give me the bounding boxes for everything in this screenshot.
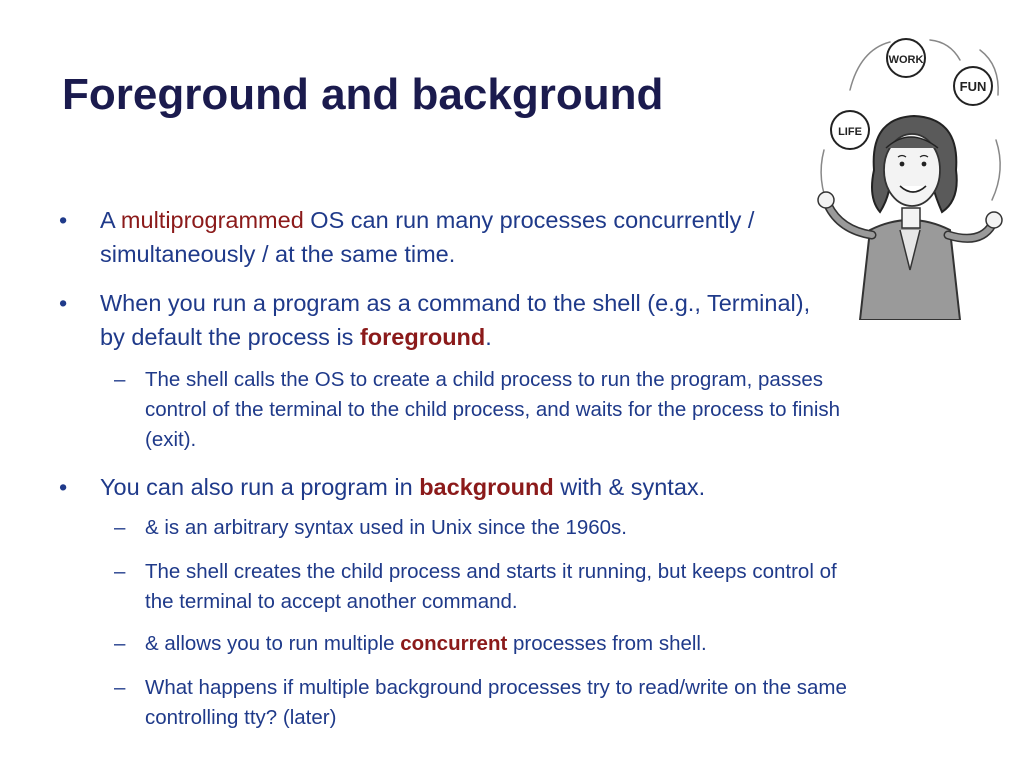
dash-icon: – [114,632,126,655]
bullet-text: . [485,324,492,350]
ball-label: FUN [959,79,987,94]
juggler-illustration [810,30,1010,320]
sub-bullet-text: & allows you to run multiple [145,632,401,655]
dash-icon: – [114,516,126,539]
bullet-icon: • [59,290,68,316]
dash-icon: – [114,368,126,391]
bullet-icon: • [59,207,68,233]
sub-bullet-text: The shell calls the OS to create a child process to run the program, passes control of the terminal to the child process, and waits for the process to finish (exit). [145,368,841,451]
dash-icon: – [114,560,126,583]
bullet-item [59,203,840,271]
sub-bullet-text: What happens if multiple background processes try to read/write on the same controlling tty? (later) [145,676,847,729]
sub-bullet-text: processes from shell. [507,632,707,655]
dash-icon: – [114,676,126,699]
bullet-text: You can also run a program in [100,474,420,500]
bullet-item [59,470,840,504]
emphasis-text: background [419,474,554,500]
ball-label: LIFE [838,126,862,138]
emphasis-text: multiprogrammed [120,207,304,233]
work-ball-icon [887,39,925,77]
ball-label: WORK [888,54,924,66]
sub-bullet-item [114,365,865,455]
sub-bullet-text: The shell creates the child process and starts it running, but keeps control of the terminal to accept another command. [145,560,837,613]
emphasis-text: foreground [359,324,486,350]
bullet-text: with & syntax. [553,474,706,500]
sub-bullet-item [114,629,865,659]
fun-ball-icon [954,67,992,105]
sub-bullet-item [114,557,865,617]
emphasis-text: concurrent [400,632,508,655]
slide-title: Foreground and background [62,70,664,119]
bullet-icon: • [59,474,68,500]
sub-bullet-item [114,513,865,543]
bullet-text: OS can run many processes concurrently / simultaneously / at the same time. [100,207,755,267]
sub-bullet-item [114,673,865,733]
bullet-text: A [100,207,121,233]
bullet-text: When you run a program as a command to the shell (e.g., Terminal), by default the process is [100,290,811,350]
life-ball-icon [831,111,869,149]
bullet-item [59,286,840,354]
sub-bullet-text: & is an arbitrary syntax used in Unix since the 1960s. [145,516,627,539]
